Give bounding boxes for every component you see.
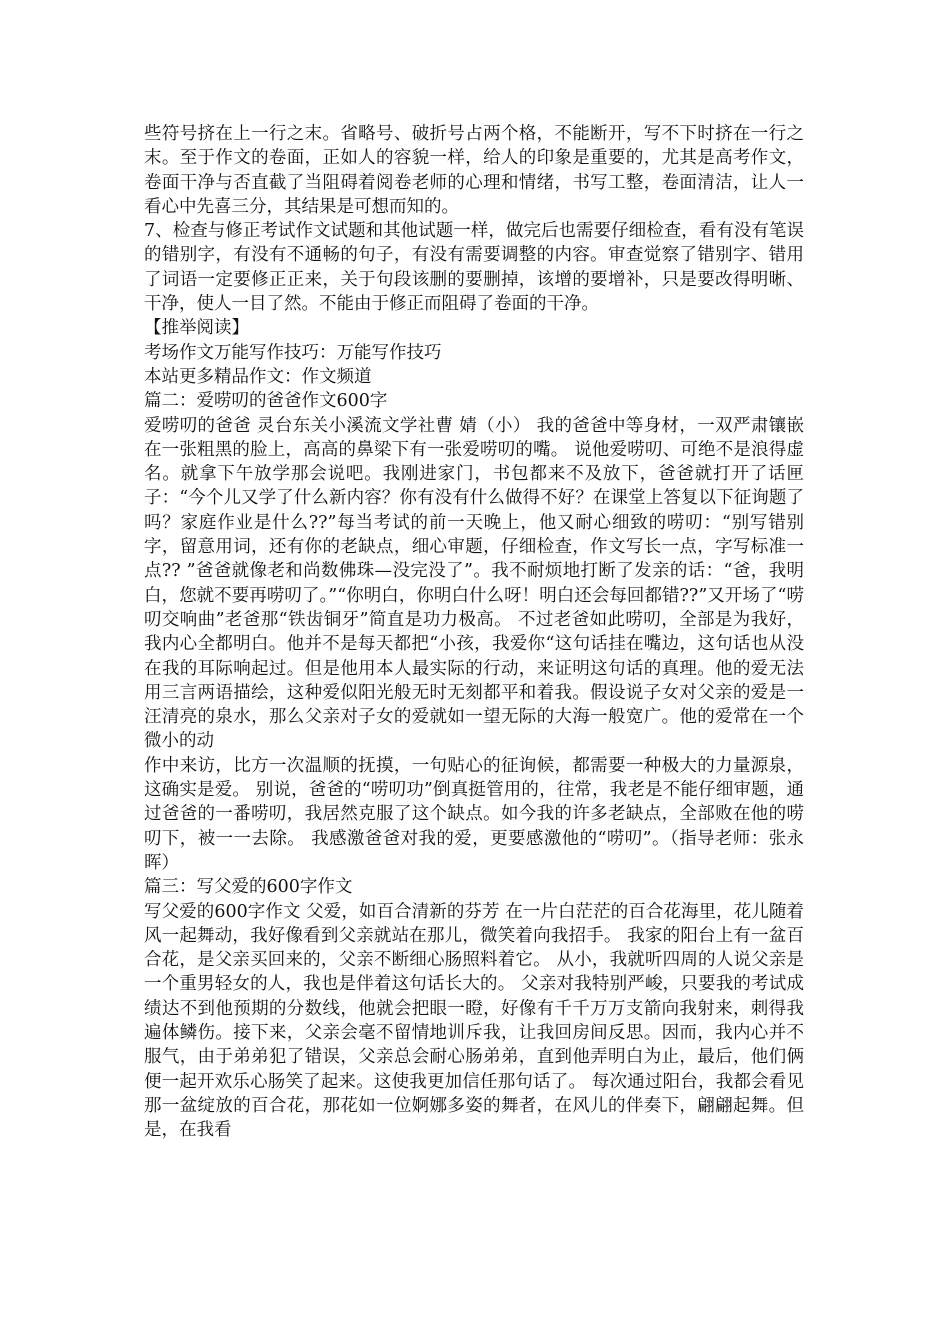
essay-three-title: 篇三：写父爱的600字作文 <box>144 877 353 898</box>
essay-two-title: 篇二：爱唠叨的爸爸作文600字 <box>144 391 388 412</box>
paragraph-check-and-revise: 7、检查与修正考试作文试题和其他试题一样，做完后也需要仔细检查，看有没有笔误的错别字，有没有不通畅的句子，有没有需要调整的内容。审查觉察了错别字、错用了词语一定要修正正来，关于句段该删的要删掉，该增的要增补，只是要改得明晰、干净，使人一目了然。不能由于修正而阻碍了卷面的干净。 <box>144 221 804 315</box>
recommended-link-more-essays: 本站更多精品作文：作文频道 <box>144 366 372 387</box>
recommended-reading-heading: 【推举阅读】 <box>144 318 249 339</box>
paragraph-writing-format: 些符号挤在上一行之末。省略号、破折号占两个格，不能断开，写不下时挤在一行之末。至于作文的卷面，正如人的容貌一样，给人的印象是重要的，尤其是高考作文，卷面干净与否直截了当阻碍着阅卷老师的心理和情绪，书写工整，卷面清洁，让人一看心中先喜三分，其结果是可想而知的。 <box>144 124 804 217</box>
essay-three-body: 写父爱的600字作文 父爱，如百合清新的芬芳 在一片白茫茫的百合花海里，花儿随着风一起舞动，我好像看到父亲就站在那儿，微笑着向我招手。 我家的阳台上有一盆百合花，是父亲买回来的，父亲不断细心肠照料着它。 从小，我就听四周的人说父亲是一个重男轻女的人，我也是伴着这句话长大的。 父亲对我特别严峻，只要我的考试成绩达不到他预期的分数线，他就会把眼一瞪，好像有千千万万支箭向我射来，刺得我遍体鳞伤。接下来，父亲会毫不留情地训斥我，让我回房间反思。因而，我内心并不服气，由于弟弟犯了错误，父亲总会耐心肠弟弟，直到他弄明白为止，最后，他们俩便一起开欢乐心肠笑了起来。这使我更加信任那句话了。 每次通过阳台，我都会看见那一盆绽放的百合花，那花如一位婀娜多姿的舞者，在风儿的伴奏下，翩翩起舞。但是，在我看 <box>144 901 804 1141</box>
document-page <box>144 122 804 1142</box>
recommended-link-writing-tips: 考场作文万能写作技巧：万能写作技巧 <box>144 342 442 363</box>
essay-two-body: 爱唠叨的爸爸 灵台东关小溪流文学社曹 婧（小） 我的爸爸中等身材，一双严肃镶嵌在一张粗黑的脸上，高高的鼻梁下有一张爱唠叨的嘴。 说他爱唠叨、可绝不是浪得虚名。就拿下午放学那会说吧。我刚进家门，书包都来不及放下，爸爸就打开了话匣子：“今个儿又学了什么新内容？你有没有什么做得不好？在课堂上答复以下征询题了吗？家庭作业是什么??”每当考试的前一天晚上，他又耐心细致的唠叨：“别写错别字，留意用词，还有你的老缺点，细心审题，仔细检查，作文写长一点，字写标准一点?? ”爸爸就像老和尚数佛珠—没完没了”。我不耐烦地打断了发亲的话：“爸，我明白，您就不要再唠叨了。”“你明白，你明白什么呀！明白还会每回都错??”又开场了“唠叨交响曲”老爸那“铁齿铜牙”简直是功力极高。 不过老爸如此唠叨，全部是为我好，我内心全都明白。他并不是每天都把“小孩，我爱你“这句话挂在嘴边，这句话也从没在我的耳际响起过。但是他用本人最实际的行动，来证明这句话的真理。他的爱无法用三言两语描绘，这种爱似阳光般无时无刻都平和着我。假设说子女对父亲的爱是一汪清亮的泉水，那么父亲对子女的爱就如一望无际的大海一般宽广。他的爱常在一个微小的动 <box>144 415 804 752</box>
essay-two-body-continued: 作中来访，比方一次温顺的抚摸，一句贴心的征询候，都需要一种极大的力量源泉，这确实是爱。 别说，爸爸的“唠叨功”倒真挺管用的，往常，我老是不能仔细审题，通过爸爸的一番唠叨，我居然克服了这个缺点。如今我的许多老缺点，全部败在他的唠叨下，被一一去除。 我感激爸爸对我的爱，更要感激他的“唠叨”。（指导老师：张永晖） <box>144 755 804 873</box>
